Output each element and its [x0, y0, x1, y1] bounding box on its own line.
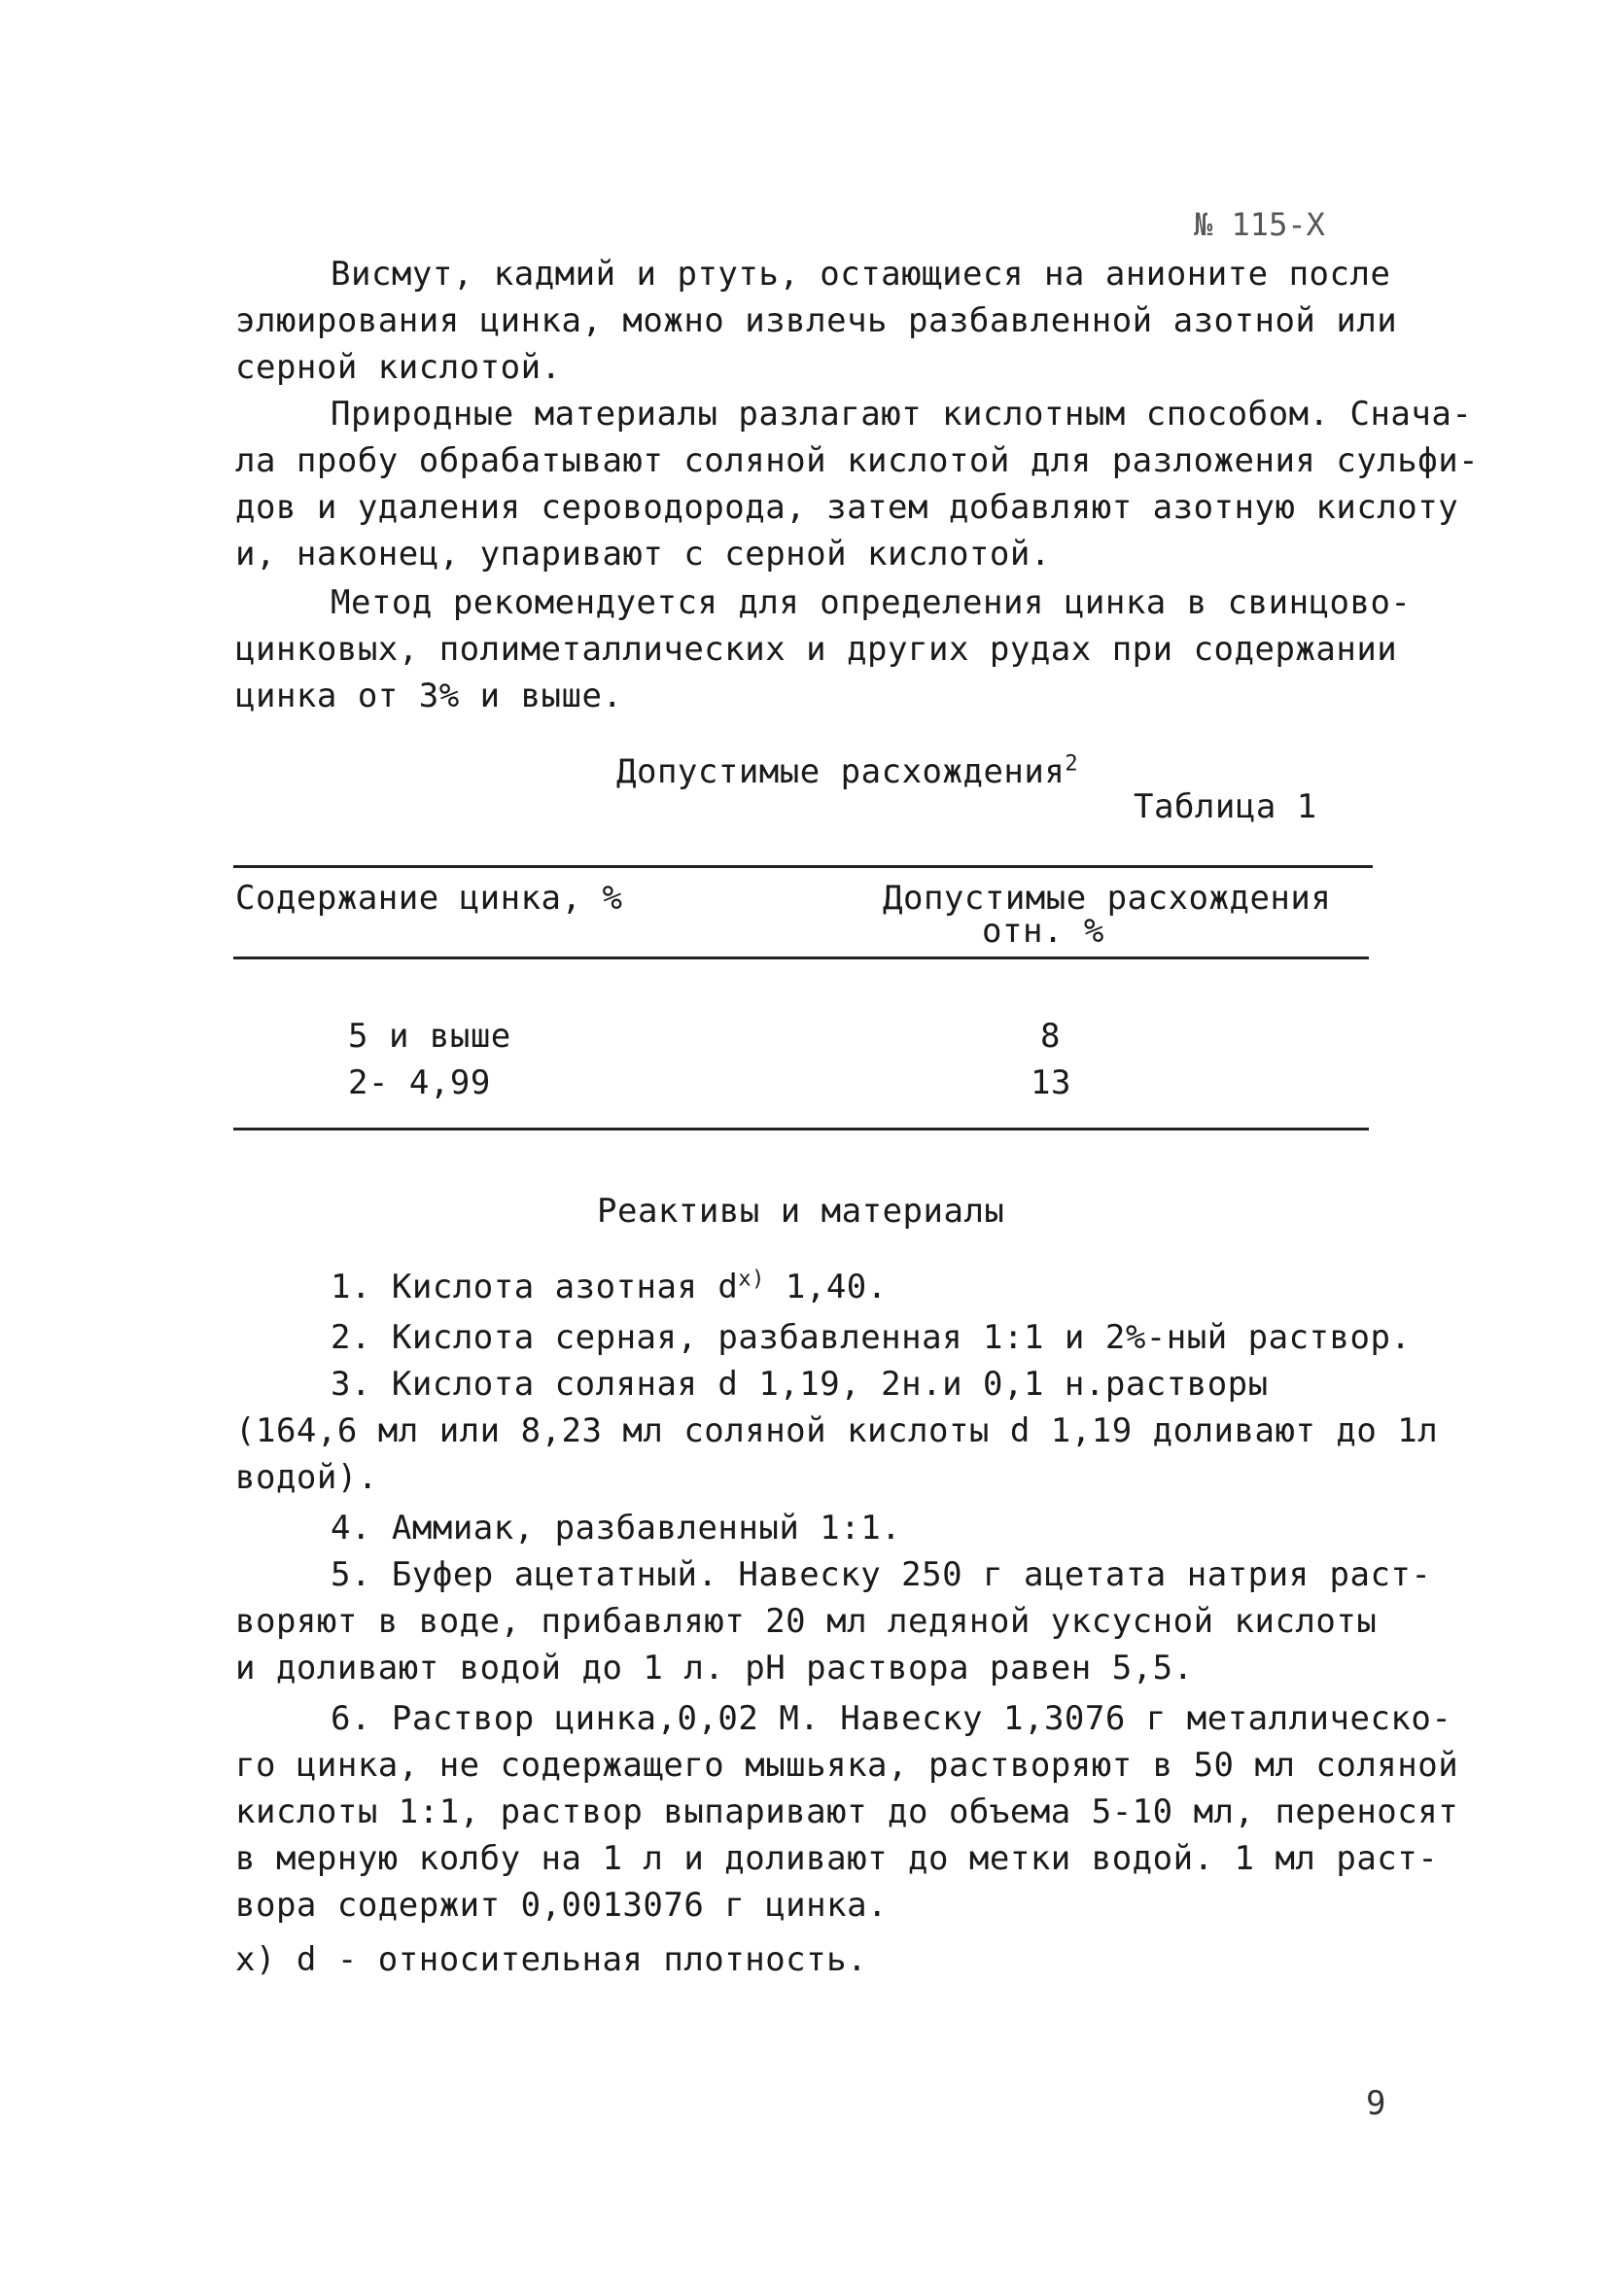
- text-line: в мерную колбу на 1 л и доливают до метки водой. 1 мл раст-: [235, 1839, 1439, 1878]
- table-cell-tolerance: 13: [1031, 1063, 1071, 1102]
- reagent-text: 1. Кислота азотная d: [331, 1268, 739, 1306]
- table-caption: [616, 748, 1078, 795]
- text-line: воряют в воде, прибавляют 20 мл ледяной уксусной кислоты: [235, 1602, 1378, 1641]
- text-line: и доливают водой до 1 л. pH раствора равен 5,5.: [235, 1649, 1194, 1687]
- text-line: цинка от 3% и выше.: [235, 677, 623, 715]
- column-header-content: Содержание цинка, %: [235, 879, 623, 918]
- reagent-superscript: x): [738, 1267, 765, 1292]
- text-line: 3. Кислота соляная d 1,19, 2н.и 0,1 н.растворы: [331, 1365, 1269, 1404]
- table-rule-top: [233, 865, 1373, 868]
- text-line: (164,6 мл или 8,23 мл соляной кислоты d 1,19 доливают до 1л: [235, 1411, 1439, 1450]
- text-line: дов и удаления сероводорода, затем добавляют азотную кислоту: [235, 488, 1459, 527]
- column-header-tolerance-unit: отн. %: [982, 912, 1104, 951]
- reagent-item: 2. Кислота серная, разбавленная 1:1 и 2%-ный раствор.: [331, 1318, 1412, 1357]
- text-line: вора содержит 0,0013076 г цинка.: [235, 1886, 889, 1925]
- table-rule-bottom: [233, 1128, 1369, 1131]
- text-line: Висмут, кадмий и ртуть, остающиеся на анионите после: [331, 255, 1391, 294]
- table-caption-superscript: 2: [1065, 751, 1079, 777]
- text-line: Природные материалы разлагают кислотным способом. Снача-: [331, 395, 1473, 434]
- column-header-tolerance: Допустимые расхождения: [883, 879, 1332, 918]
- text-line: элюирования цинка, можно извлечь разбавленной азотной или: [235, 301, 1398, 340]
- table-caption-text: Допустимые расхождения: [616, 752, 1066, 791]
- text-line: Метод рекомендуется для определения цинка в свинцово-: [331, 583, 1412, 622]
- table-cell-tolerance: 8: [1040, 1017, 1061, 1056]
- text-line: ла пробу обрабатывают соляной кислотой для разложения сульфи-: [235, 441, 1480, 480]
- text-line: цинковых, полиметаллических и других рудах при содержании: [235, 630, 1398, 669]
- text-line: серной кислотой.: [235, 348, 562, 387]
- text-line: водой).: [235, 1458, 378, 1497]
- table-cell-content: 5 и выше: [348, 1017, 511, 1056]
- footnote: х) d - относительная плотность.: [235, 1940, 868, 1979]
- page-number: 9: [1366, 2084, 1386, 2123]
- reagent-text: 1,40.: [764, 1268, 888, 1306]
- document-code: № 115-Х: [1194, 206, 1325, 243]
- text-line: го цинка, не содержащего мышьяка, растворяют в 50 мл соляной: [235, 1746, 1459, 1785]
- table-rule-header: [233, 957, 1369, 959]
- text-line: 5. Буфер ацетатный. Навеску 250 г ацетата натрия раст-: [331, 1555, 1432, 1594]
- text-line: 6. Раствор цинка,0,02 М. Навеску 1,3076 г металлическо-: [331, 1699, 1452, 1738]
- reagent-item: 4. Аммиак, разбавленный 1:1.: [331, 1509, 902, 1548]
- table-cell-content: 2- 4,99: [348, 1063, 491, 1102]
- reagent-item: [331, 1264, 888, 1310]
- table-label: Таблица 1: [1134, 787, 1317, 826]
- section-heading-reagents: Реактивы и материалы: [597, 1192, 1005, 1231]
- text-line: и, наконец, упаривают с серной кислотой.: [235, 535, 1051, 574]
- text-line: кислоты 1:1, раствор выпаривают до объема 5-10 мл, переносят: [235, 1792, 1459, 1831]
